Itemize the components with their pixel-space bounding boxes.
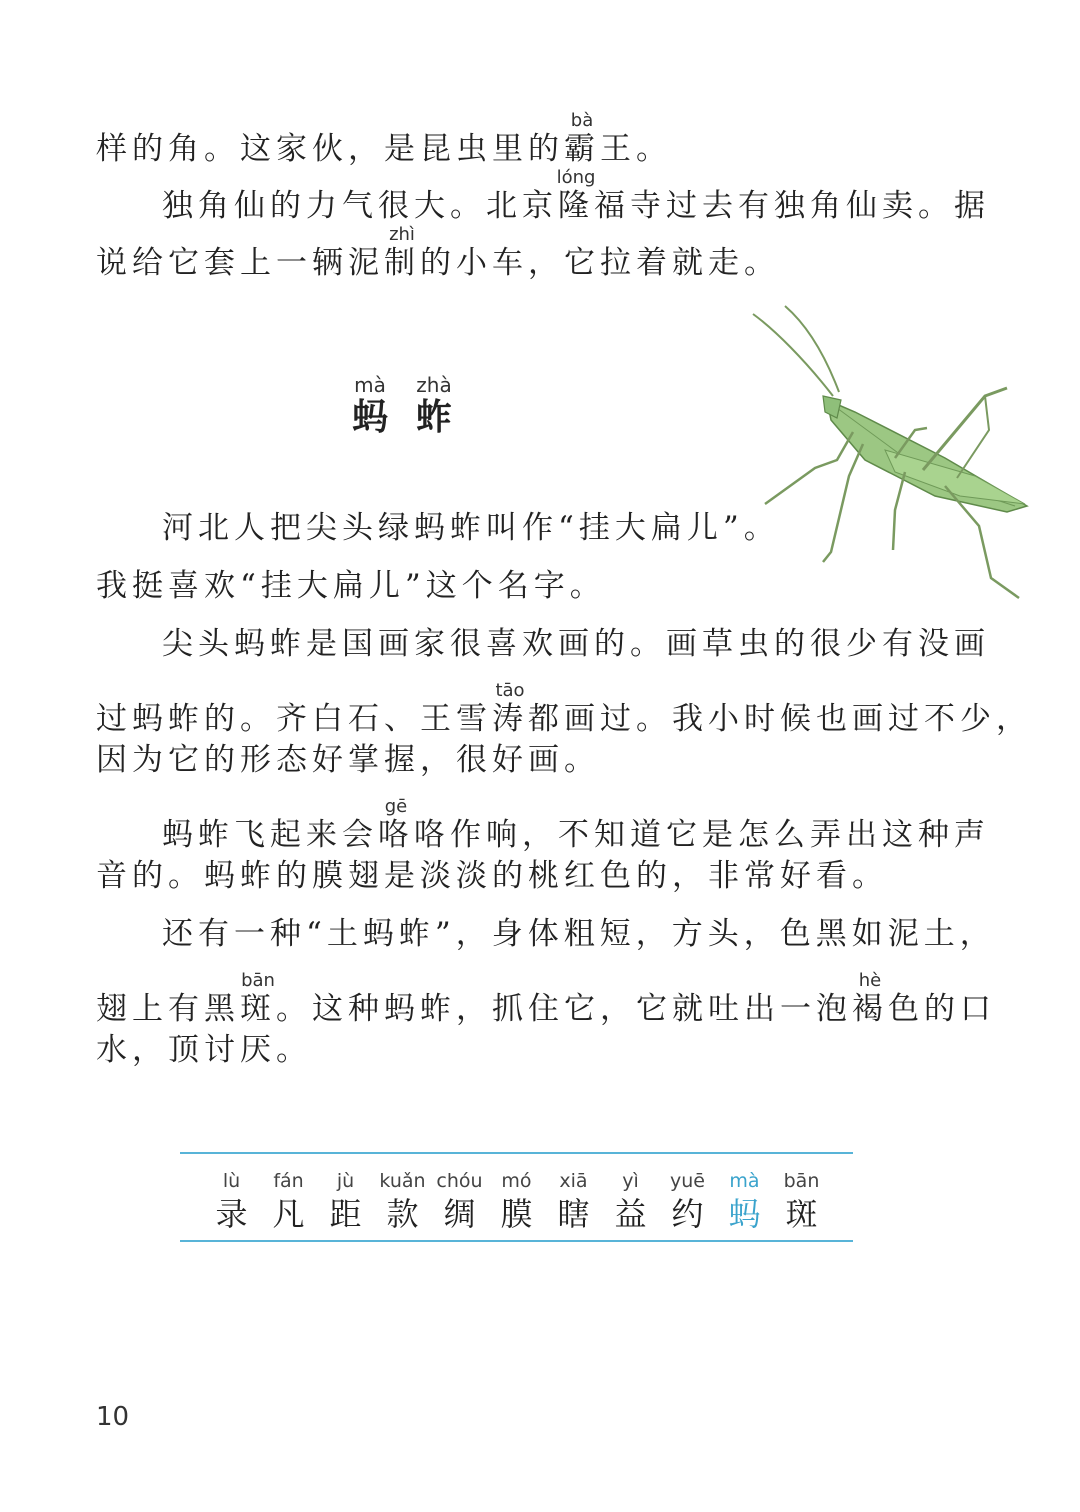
vocab-hanzi: 绸 (443, 1195, 476, 1233)
vocab-pinyin: jù (336, 1170, 355, 1192)
title-hanzi: 蚱 (416, 396, 453, 438)
vocab-item (261, 1168, 317, 1234)
vocab-pinyin: yuē (670, 1170, 705, 1192)
text-segment: 的小车，它拉着就走。 (420, 245, 780, 281)
text-segment: 福寺过去有独角仙卖。据 (594, 188, 990, 224)
text-line: 尖头蚂蚱是国画家很喜欢画的。画草虫的很少有没画 (162, 626, 990, 662)
ruby-char: 霸 (564, 131, 600, 167)
text-line (96, 226, 780, 283)
vocab-bottom-rule (180, 1240, 853, 1242)
text-segment: 咯作响，不知道它是怎么弄出这种声 (414, 817, 990, 853)
pinyin-ruby (384, 224, 420, 281)
vocab-hanzi: 蚂 (728, 1195, 761, 1233)
vocab-pinyin: xiā (559, 1170, 588, 1192)
text-line (96, 972, 996, 1029)
pinyin: gē (378, 796, 414, 817)
vocab-pinyin: mà (729, 1170, 760, 1192)
vocab-pinyin: kuǎn (379, 1170, 426, 1192)
text-segment: 蚂蚱飞起来会 (162, 817, 378, 853)
vocab-pinyin: bān (783, 1170, 820, 1192)
vocab-hanzi: 款 (386, 1195, 419, 1233)
section-title (352, 373, 480, 440)
vocab-hanzi: 约 (671, 1195, 704, 1233)
text-line: 音的。蚂蚱的膜翅是淡淡的桃红色的，非常好看。 (96, 858, 888, 894)
page-number: 10 (96, 1402, 130, 1432)
text-segment: 说给它套上一辆泥 (96, 245, 384, 281)
ruby-char: 斑 (240, 991, 276, 1027)
ruby-char: 涛 (492, 701, 528, 737)
pinyin: tāo (492, 680, 528, 701)
vocab-item (546, 1168, 602, 1234)
vocab-item (204, 1168, 260, 1234)
vocab-hanzi: 膜 (500, 1195, 533, 1233)
text-segment: 都画过。我小时候也画过不少， (528, 701, 1032, 737)
vocab-item (375, 1168, 431, 1234)
vocab-hanzi: 斑 (785, 1195, 818, 1233)
pinyin: zhì (384, 224, 420, 245)
text-segment: 翅上有黑 (96, 991, 240, 1027)
text-segment: 。这种蚂蚱，抓住它，它就吐出一泡 (276, 991, 852, 1027)
grasshopper-illustration (745, 300, 1045, 605)
vocab-item (660, 1168, 716, 1234)
text-line (96, 682, 1032, 739)
text-segment: 独角仙的力气很大。北京 (162, 188, 558, 224)
vocab-hanzi: 益 (614, 1195, 647, 1233)
pinyin-ruby (564, 110, 600, 167)
pinyin: lóng (556, 167, 596, 188)
text-line: 我挺喜欢“挂大扁儿”这个名字。 (96, 568, 606, 604)
text-line: 因为它的形态好掌握，很好画。 (96, 742, 600, 778)
pinyin: hè (852, 970, 888, 991)
vocab-top-rule (180, 1152, 853, 1154)
vocab-pinyin: yì (622, 1170, 639, 1192)
text-line: 还有一种“土蚂蚱”，身体粗短，方头，色黑如泥土， (162, 916, 996, 952)
text-line: 水，顶讨厌。 (96, 1032, 312, 1068)
pinyin: bà (564, 110, 600, 131)
title-hanzi: 蚂 (352, 396, 389, 438)
ruby-char: 制 (384, 245, 420, 281)
vocab-hanzi: 距 (329, 1195, 362, 1233)
pinyin-ruby (852, 970, 888, 1027)
vocab-item (432, 1168, 488, 1234)
title-char (416, 373, 453, 438)
vocab-item (318, 1168, 374, 1234)
text-segment: 王。 (600, 131, 672, 167)
text-segment: 样的角。这家伙，是昆虫里的 (96, 131, 564, 167)
vocab-hanzi: 录 (215, 1195, 248, 1233)
title-pinyin: mà (352, 373, 388, 397)
pinyin-ruby (378, 796, 414, 853)
vocab-item (603, 1168, 659, 1234)
vocab-item-highlighted (717, 1168, 773, 1234)
text-segment: 过蚂蚱的。齐白石、王雪 (96, 701, 492, 737)
title-pinyin: zhà (416, 373, 453, 397)
vocab-pinyin: chóu (436, 1170, 483, 1192)
text-segment: 色的口 (888, 991, 996, 1027)
ruby-char: 隆 (556, 188, 596, 224)
vocab-hanzi: 瞎 (557, 1195, 590, 1233)
pinyin: bān (240, 970, 276, 991)
text-line: 河北人把尖头绿蚂蚱叫作“挂大扁儿”。 (162, 510, 780, 546)
vocab-list (180, 1162, 853, 1234)
vocab-hanzi: 凡 (272, 1195, 305, 1233)
vocab-pinyin: fán (273, 1170, 304, 1192)
text-line (162, 798, 990, 855)
pinyin-ruby (240, 970, 276, 1027)
vocab-item (489, 1168, 545, 1234)
vocab-pinyin: lù (222, 1170, 241, 1192)
pinyin-ruby (492, 680, 528, 737)
text-line (96, 112, 672, 169)
vocab-item (774, 1168, 830, 1234)
pinyin-ruby (556, 167, 596, 224)
text-line (162, 169, 990, 226)
vocab-pinyin: mó (501, 1170, 532, 1192)
ruby-char: 褐 (852, 991, 888, 1027)
ruby-char: 咯 (378, 817, 414, 853)
title-char (352, 373, 389, 438)
